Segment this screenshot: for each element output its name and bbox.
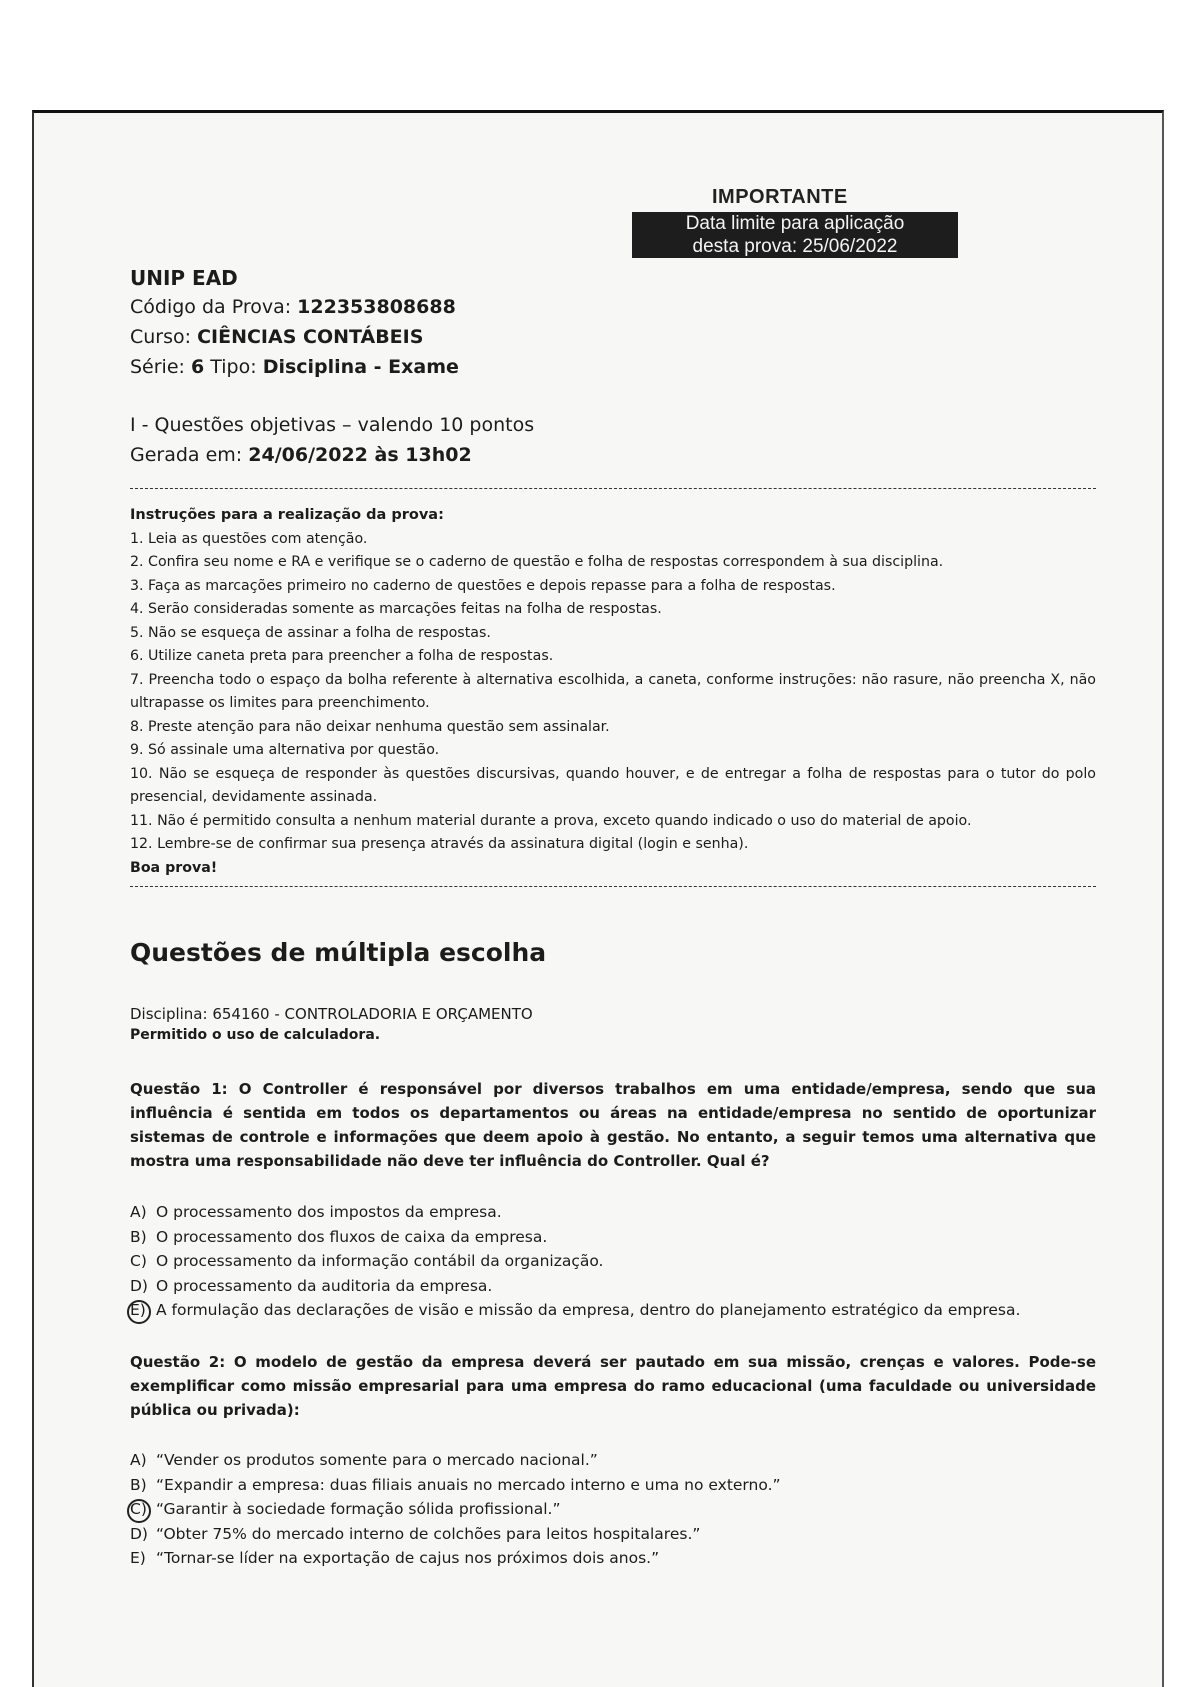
instruction-item: 9. Só assinale uma alternativa por questão. xyxy=(130,742,440,758)
course-value: CIÊNCIAS CONTÁBEIS xyxy=(197,326,424,348)
option-c-selected[interactable] xyxy=(130,1497,1100,1522)
objective-line: I - Questões objetivas – valendo 10 pontos xyxy=(130,414,535,436)
instruction-item: 6. Utilize caneta preta para preencher a folha de respostas. xyxy=(130,648,554,664)
instruction-item: 11. Não é permitido consulta a nenhum material durante a prova, exceto quando indicado o uso do material de apoio. xyxy=(130,812,972,829)
question-2-options xyxy=(130,1448,1100,1571)
deadline-banner xyxy=(632,212,958,258)
dashed-divider xyxy=(130,886,1096,887)
option-b[interactable] xyxy=(130,1225,1100,1250)
option-text: “Tornar-se líder na exportação de cajus nos próximos dois anos.” xyxy=(156,1549,660,1567)
option-e[interactable] xyxy=(130,1546,1100,1571)
instruction-item: 2. Confira seu nome e RA e verifique se o caderno de questão e folha de respostas correspondem à sua disciplina. xyxy=(130,554,944,570)
instruction-item: 1. Leia as questões com atenção. xyxy=(130,530,368,547)
option-a[interactable] xyxy=(130,1448,1100,1473)
question-1-options xyxy=(130,1200,1100,1323)
option-letter: D) xyxy=(130,1276,148,1295)
instruction-item: 4. Serão consideradas somente as marcações feitas na folha de respostas. xyxy=(130,601,662,617)
instructions xyxy=(130,504,1096,880)
option-letter: A) xyxy=(130,1451,147,1469)
instructions-title: Instruções para a realização da prova: xyxy=(130,507,444,523)
instruction-item: 10. Não se esqueça de responder às questões discursivas, quando houver, e de entregar a folha de respostas para o tutor do polo presencial, devidamente assinada. xyxy=(130,765,1096,805)
deadline-line-1: Data limite para aplicação xyxy=(685,213,905,234)
deadline-line-2: desta prova: 25/06/2022 xyxy=(692,236,898,257)
option-letter: E) xyxy=(130,1549,146,1567)
option-d[interactable] xyxy=(130,1274,1100,1299)
closing-text: Boa prova! xyxy=(130,859,218,876)
option-b[interactable] xyxy=(130,1473,1100,1498)
option-letter: B) xyxy=(130,1227,147,1246)
instruction-item: 5. Não se esqueça de assinar a folha de respostas. xyxy=(130,624,491,641)
option-text: “Expandir a empresa: duas filiais anuais no mercado interno e uma no externo.” xyxy=(156,1475,781,1494)
generated-label: Gerada em: xyxy=(130,444,249,466)
calculator-note: Permitido o uso de calculadora. xyxy=(130,1027,381,1043)
generated-line xyxy=(130,444,472,466)
course-label: Curso: xyxy=(130,326,198,348)
course xyxy=(130,326,423,348)
option-letter: C) xyxy=(130,1252,147,1270)
question-2-stem: Questão 2: O modelo de gestão da empresa deverá ser pautado em sua missão, crenças e valores. Pode-se exemplificar como missão empresarial para uma empresa do ramo educacional (uma faculdade ou universidade pública ou privada): xyxy=(130,1353,1096,1419)
type-value: Disciplina - Exame xyxy=(262,356,459,378)
option-letter: A) xyxy=(130,1203,147,1221)
option-text: O processamento dos impostos da empresa. xyxy=(156,1203,502,1221)
option-e-selected[interactable] xyxy=(130,1298,1100,1323)
option-letter: D) xyxy=(130,1524,148,1543)
option-text: “Obter 75% do mercado interno de colchões para leitos hospitalares.” xyxy=(156,1524,701,1543)
dashed-divider xyxy=(130,488,1096,489)
series-value: 6 xyxy=(190,356,205,378)
option-letter: E) xyxy=(130,1298,156,1323)
important-label: IMPORTANTE xyxy=(712,186,848,208)
option-c[interactable] xyxy=(130,1249,1100,1274)
option-text: O processamento dos fluxos de caixa da empresa. xyxy=(156,1227,548,1246)
discipline-line: Disciplina: 654160 - CONTROLADORIA E ORÇAMENTO xyxy=(130,1005,533,1023)
org-name: UNIP EAD xyxy=(130,266,238,290)
series-label: Série: xyxy=(130,356,191,378)
instruction-item: 8. Preste atenção para não deixar nenhuma questão sem assinalar. xyxy=(130,718,610,735)
option-letter: B) xyxy=(130,1475,147,1494)
option-d[interactable] xyxy=(130,1522,1100,1547)
option-text: O processamento da informação contábil da organização. xyxy=(156,1252,604,1270)
question-1-stem: Questão 1: O Controller é responsável por diversos trabalhos em uma entidade/empresa, sendo que sua influência é sentida em todos os departamentos ou áreas na entidade/empresa no sentido de oportunizar sistemas de controle e informações que deem apoio à gestão. No entanto, a seguir temos uma alternativa que mostra uma responsabilidade não deve ter influência do Controller. Qual é? xyxy=(130,1080,1096,1170)
option-letter: C) xyxy=(130,1497,156,1522)
instruction-item: 7. Preencha todo o espaço da bolha referente à alternativa escolhida, a caneta, conforme instruções: não rasure, não preencha X, não ultrapasse os limites para preenchimento. xyxy=(130,671,1096,711)
generated-value: 24/06/2022 às 13h02 xyxy=(248,444,472,466)
option-a[interactable] xyxy=(130,1200,1100,1225)
option-text: A formulação das declarações de visão e missão da empresa, dentro do planejamento estratégico da empresa. xyxy=(156,1301,1021,1319)
exam-code-value: 122353808688 xyxy=(297,296,456,318)
instruction-item: 3. Faça as marcações primeiro no caderno de questões e depois repasse para a folha de respostas. xyxy=(130,577,836,594)
exam-code-label: Código da Prova: xyxy=(130,296,298,318)
exam-code xyxy=(130,296,456,318)
instruction-item: 12. Lembre-se de confirmar sua presença através da assinatura digital (login e senha). xyxy=(130,836,749,852)
option-text: “Garantir à sociedade formação sólida profissional.” xyxy=(156,1500,561,1518)
option-text: “Vender os produtos somente para o mercado nacional.” xyxy=(156,1451,598,1469)
option-text: O processamento da auditoria da empresa. xyxy=(156,1276,493,1295)
series-type xyxy=(130,356,459,378)
section-title: Questões de múltipla escolha xyxy=(130,938,547,967)
type-label: Tipo: xyxy=(204,356,263,378)
